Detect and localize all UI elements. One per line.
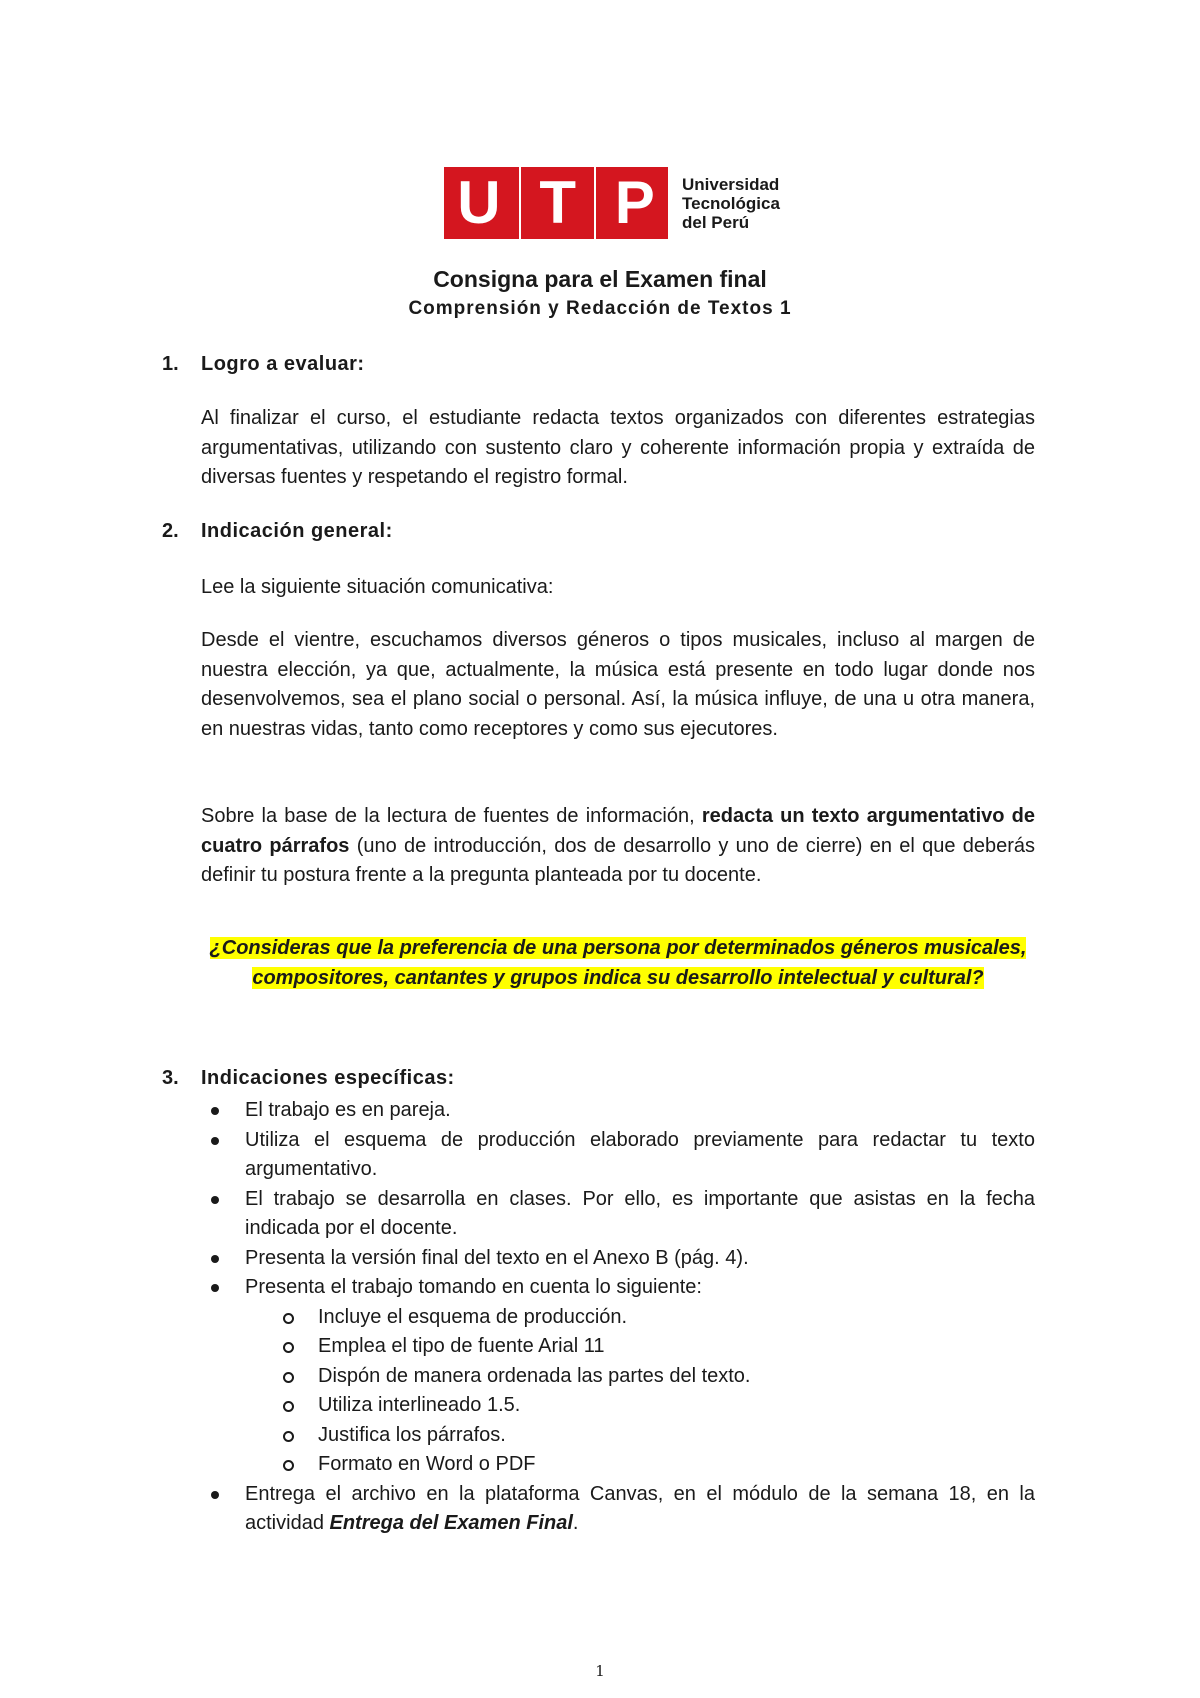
sub-list-item-text: Emplea el tipo de fuente Arial 11 (318, 1335, 605, 1357)
logo-line-3: del Perú (682, 212, 750, 232)
list-item (201, 1273, 1035, 1480)
specific-instructions-list (201, 1096, 1035, 1539)
task-text-after: (uno de introducción, dos de desarrollo y uno de cierre) en el que deberás definir tu postura frente a la pregunta planteada por tu docente. (201, 834, 1035, 886)
sub-list-item (245, 1421, 1035, 1451)
sub-list-item-text: Formato en Word o PDF (318, 1453, 536, 1475)
list-item (201, 1244, 1035, 1274)
bullet-icon (211, 1284, 219, 1292)
sub-list-item (245, 1303, 1035, 1333)
section-3-heading: Indicaciones específicas: (201, 1067, 455, 1089)
section-1-heading: Logro a evaluar: (201, 353, 365, 375)
section-2-task (201, 802, 1035, 891)
sub-list-item-text: Incluye el esquema de producción. (318, 1305, 628, 1328)
section-3-number: 3. (162, 1067, 179, 1089)
logo-line-2: Tecnológica (682, 193, 780, 213)
hollow-bullet-icon (283, 1401, 294, 1412)
document-title: Consigna para el Examen final (433, 266, 767, 292)
utp-logo (444, 167, 780, 239)
highlighted-question: ¿Consideras que la preferencia de una persona por determinados géneros musicales, compositores, cantantes y grupos indica su desarrollo intelectual y cultural? (209, 937, 1027, 989)
bullet-icon (211, 1137, 219, 1145)
section-1-number: 1. (162, 353, 179, 375)
section-2-heading: Indicación general: (201, 520, 393, 542)
task-text-bold: redacta un texto argumentativo de cuatro párrafos (201, 805, 1035, 857)
hollow-bullet-icon (283, 1342, 294, 1353)
sub-list-item (245, 1332, 1035, 1362)
task-text-before: Sobre la base de la lectura de fuentes de información, (201, 805, 702, 827)
list-item (201, 1480, 1035, 1539)
document-subtitle: Comprensión y Redacción de Textos 1 (408, 298, 792, 319)
logo-letters-block (444, 167, 668, 239)
list-item-text: El trabajo se desarrolla en clases. Por ello, es importante que asistas en la fecha indicada por el docente. (245, 1187, 1035, 1239)
section-1-text: Al finalizar el curso, el estudiante redacta textos organizados con diferentes estrategias argumentativas, utilizando con sustento claro y coherente información propia y extraída de diversas fuentes y respetando el registro formal. (201, 407, 1035, 488)
section-2-intro: Lee la siguiente situación comunicativa: (201, 576, 554, 598)
hollow-bullet-icon (283, 1372, 294, 1383)
sub-list-item-text: Utiliza interlineado 1.5. (318, 1394, 521, 1416)
hollow-bullet-icon (283, 1460, 294, 1471)
activity-name: Entrega del Examen Final (329, 1512, 573, 1534)
list-item-text-end: . (572, 1512, 579, 1534)
logo-letter-t: T (539, 169, 576, 236)
bullet-icon (211, 1255, 219, 1263)
list-item-text: Utiliza el esquema de producción elaborado previamente para redactar tu texto argumentativo. (245, 1128, 1035, 1180)
bullet-icon (211, 1196, 219, 1204)
sub-list-item (245, 1450, 1035, 1480)
list-item-text: Presenta la versión final del texto en el Anexo B (pág. 4). (245, 1246, 749, 1269)
guiding-question (201, 934, 1035, 993)
sub-list-item-text: Justifica los párrafos. (318, 1423, 506, 1446)
logo-line-1: Universidad (682, 174, 780, 194)
hollow-bullet-icon (283, 1431, 294, 1442)
sub-list-item-text: Dispón de manera ordenada las partes del texto. (318, 1364, 751, 1387)
logo-letter-u: U (457, 169, 501, 236)
logo-separator (594, 167, 596, 239)
list-item (201, 1185, 1035, 1244)
bullet-icon (211, 1107, 219, 1115)
list-item-text: El trabajo es en pareja. (245, 1099, 451, 1121)
logo-wordmark (682, 175, 780, 232)
section-2-number: 2. (162, 520, 179, 542)
logo-letter-p: P (614, 169, 655, 236)
sub-list-item (245, 1391, 1035, 1421)
logo-separator (519, 167, 521, 239)
list-item-text: Entrega el archivo en la plataforma Canvas, en el módulo de la semana 18, en la actividad (245, 1482, 1035, 1534)
list-item (201, 1096, 1035, 1126)
page-number: 1 (595, 1662, 605, 1680)
section-2-situation: Desde el vientre, escuchamos diversos géneros o tipos musicales, incluso al margen de nuestra elección, ya que, actualmente, la música está presente en todo lugar donde nos desenvolvemos, sea el plano social o personal. Así, la música influye, de una u otra manera, en nuestras vidas, tanto como receptores y como sus ejecutores. (201, 629, 1035, 740)
bullet-icon (211, 1491, 219, 1499)
list-item (201, 1126, 1035, 1185)
hollow-bullet-icon (283, 1313, 294, 1324)
sub-list-item (245, 1362, 1035, 1392)
list-item-text: Presenta el trabajo tomando en cuenta lo siguiente: (245, 1276, 702, 1298)
format-requirements-list (245, 1303, 1035, 1480)
